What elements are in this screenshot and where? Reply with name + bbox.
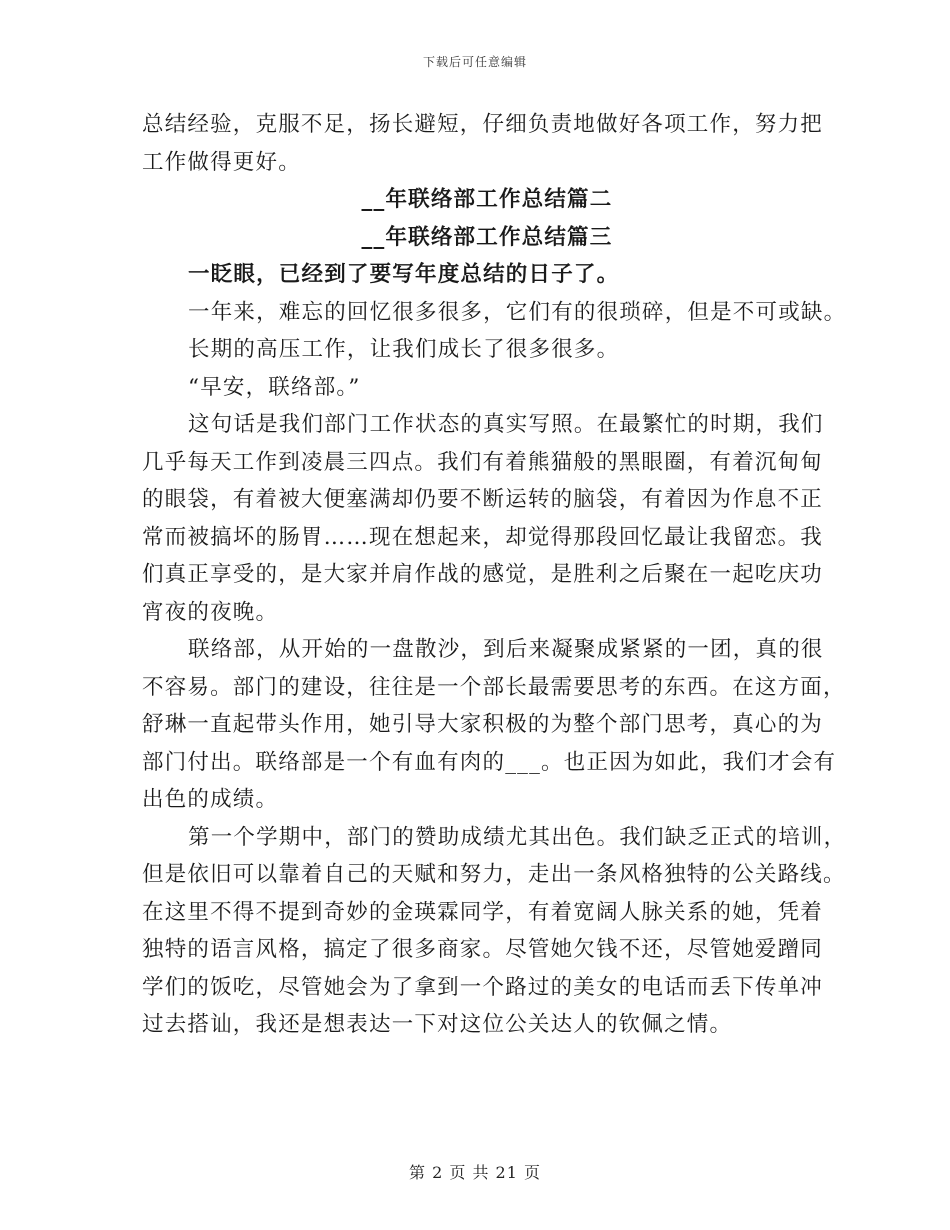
paragraph-line: “早安，联络部。” xyxy=(188,374,361,400)
paragraph-line: 第一个学期中，部门的赞助成绩尤其出色。我们缺乏正式的培训， xyxy=(188,824,847,850)
paragraph-line: 学们的饭吃，尽管她会为了拿到一个路过的美女的电话而丢下传单冲 xyxy=(142,974,824,1000)
paragraph-line: 出色的成绩。 xyxy=(142,787,279,812)
paragraph-line: 但是依旧可以靠着自己的天赋和努力，走出一条风格独特的公关路线。 xyxy=(142,862,846,887)
paragraph-line: 几乎每天工作到凌晨三四点。我们有着熊猫般的黑眼圈，有着沉甸甸 xyxy=(142,449,824,475)
paragraph-line: 不容易。部门的建设，往往是一个部长最需要思考的东西。在这方面， xyxy=(142,674,846,700)
paragraph-line: 舒琳一直起带头作用，她引导大家积极的为整个部门思考，真心的为 xyxy=(142,712,824,737)
page-header: 下载后可任意编辑 xyxy=(422,55,527,69)
paragraph-line: 工作做得更好。 xyxy=(142,149,301,175)
section-title: __年联络部工作总结篇三 xyxy=(361,224,613,250)
section-title: __年联络部工作总结篇二 xyxy=(361,187,613,212)
paragraph-line: 联络部，从开始的一盘散沙，到后来凝聚成紧紧的一团，真的很 xyxy=(188,637,824,662)
paragraph-line: 们真正享受的，是大家并肩作战的感觉，是胜利之后聚在一起吃庆功 xyxy=(142,562,824,587)
document-body xyxy=(142,106,847,1044)
paragraph-line: 部门付出。联络部是一个有血有肉的___。也正因为如此，我们才会有 xyxy=(142,749,837,775)
paragraph-line: 的眼袋，有着被大便塞满却仍要不断运转的脑袋，有着因为作息不正 xyxy=(142,487,824,512)
paragraph-line: 过去搭讪，我还是想表达一下对这位公关达人的钦佩之情。 xyxy=(142,1012,733,1037)
paragraph-line: 宵夜的夜晚。 xyxy=(142,599,279,625)
paragraph-line: 长期的高压工作，让我们成长了很多很多。 xyxy=(188,337,620,362)
paragraph-line: 总结经验，克服不足，扬长避短，仔细负责地做好各项工作，努力把 xyxy=(142,112,824,137)
paragraph-line: 一年来，难忘的回忆很多很多，它们有的很琐碎，但是不可或缺。 xyxy=(188,299,847,325)
page-number: 第 2 页 共 21 页 xyxy=(409,1163,541,1182)
paragraph-line: 这句话是我们部门工作状态的真实写照。在最繁忙的时期，我们 xyxy=(188,412,824,437)
lead-sentence: 一眨眼，已经到了要写年度总结的日子了。 xyxy=(188,262,620,287)
paragraph-line: 常而被搞坏的肠胃……现在想起来，却觉得那段回忆最让我留恋。我 xyxy=(142,524,824,550)
paragraph-line: 独特的语言风格，搞定了很多商家。尽管她欠钱不还，尽管她爱蹭同 xyxy=(142,937,824,962)
paragraph-line: 在这里不得不提到奇妙的金瑛霖同学，有着宽阔人脉关系的她，凭着 xyxy=(142,899,824,925)
